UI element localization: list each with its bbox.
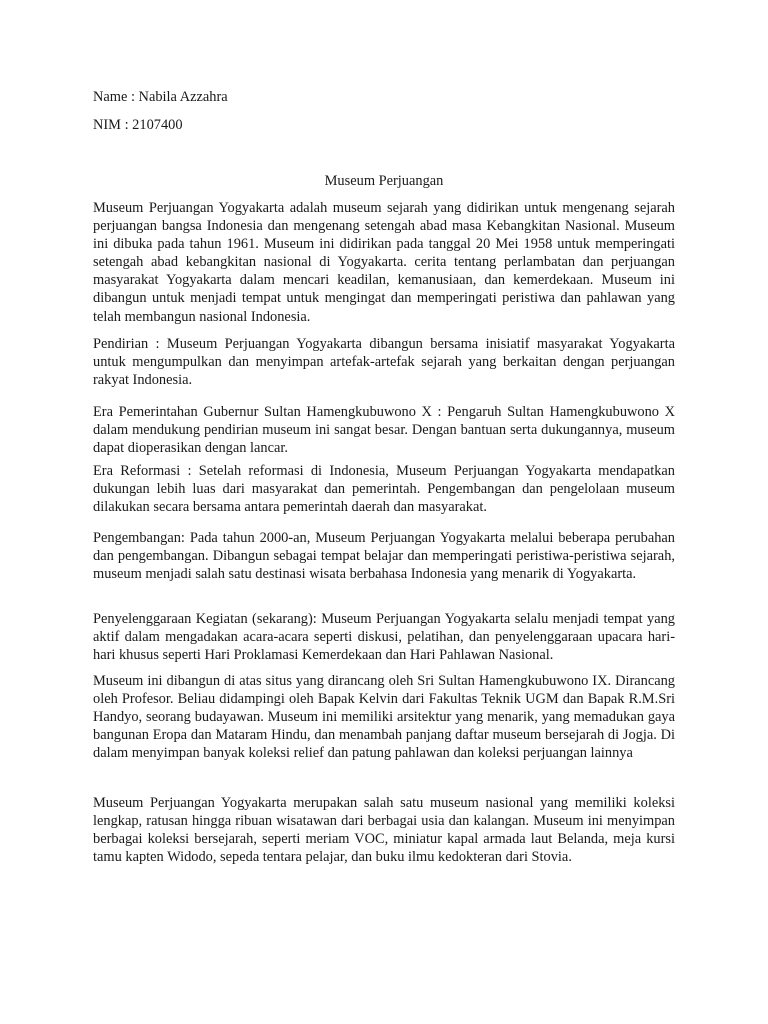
paragraph-pendirian: Pendirian : Museum Perjuangan Yogyakarta dibangun bersama inisiatif masyarakat Yogyakarta untuk mengumpulkan dan menyimpan artefak-artefak sejarah yang berkaitan dengan perjuangan rakyat Indonesia. (93, 336, 675, 389)
student-name: Name : Nabila Azzahra (93, 89, 228, 105)
paragraph-pengembangan: Pengembangan: Pada tahun 2000-an, Museum Perjuangan Yogyakarta melalui beberapa perubahan dan pengembangan. Dibangun sebagai tempat belajar dan memperingati peristiwa-peristiwa sejarah, museum menjadi salah satu destinasi wisata berbahasa Indonesia yang menarik di Yogyakarta. (93, 530, 675, 583)
document-title: Museum Perjuangan (324, 173, 444, 189)
student-nim: NIM : 2107400 (93, 117, 183, 133)
paragraph-koleksi: Museum Perjuangan Yogyakarta merupakan salah satu museum nasional yang memiliki koleksi lengkap, ratusan hingga ribuan wisatawan dari berbagai usia dan kalangan. Museum ini menyimpan berbagai koleksi bersejarah, seperti meriam VOC, miniatur kapal armada laut Belanda, meja kursi tamu kapten Widodo, sepeda tentara pelajar, dan buku ilmu kedokteran dari Stovia. (93, 795, 675, 866)
paragraph-intro: Museum Perjuangan Yogyakarta adalah museum sejarah yang didirikan untuk mengenang sejarah perjuangan bangsa Indonesia dan mengenang setengah abad masa Kebangkitan Nasional. Museum ini dibuka pada tahun 1961. Museum ini didirikan pada tanggal 20 Mei 1958 untuk memperingati setengah abad kebangkitan nasional di Yogyakarta. cerita tentang perlambatan dan perjuangan masyarakat Yogyakarta dalam mencari keadilan, kemanusiaan, dan kemerdekaan. Museum ini dibangun untuk menjadi tempat untuk mengingat dan memperingati peristiwa dan pahlawan yang telah membangun nasional Indonesia. (93, 200, 675, 325)
paragraph-kegiatan: Penyelenggaraan Kegiatan (sekarang): Museum Perjuangan Yogyakarta selalu menjadi tempat yang aktif dalam mengadakan acara-acara seperti diskusi, pelatihan, dan penyelenggaraan upacara hari-hari khusus seperti Hari Proklamasi Kemerdekaan dan Hari Pahlawan Nasional. (93, 611, 675, 664)
paragraph-era-sultan: Era Pemerintahan Gubernur Sultan Hamengkubuwono X : Pengaruh Sultan Hamengkubuwono X dalam mendukung pendirian museum ini sangat besar. Dengan bantuan serta dukungannya, museum dapat dioperasikan dengan lancar. (93, 404, 675, 457)
paragraph-era-reformasi: Era Reformasi : Setelah reformasi di Indonesia, Museum Perjuangan Yogyakarta mendapatkan dukungan lebih luas dari masyarakat dan pemerintah. Pengembangan dan pengelolaan museum dilakukan secara bersama antara pemerintah daerah dan masyarakat. (93, 463, 675, 516)
paragraph-arsitektur: Museum ini dibangun di atas situs yang dirancang oleh Sri Sultan Hamengkubuwono IX. Dirancang oleh Profesor. Beliau didampingi oleh Bapak Kelvin dari Fakultas Teknik UGM dan Bapak R.M.Sri Handyo, seorang budayawan. Museum ini memiliki arsitektur yang menarik, yang memadukan gaya bangunan Eropa dan Mataram Hindu, dan menambah panjang daftar museum bersejarah di Jogja. Di dalam menyimpan banyak koleksi relief dan patung pahlawan dan koleksi perjuangan lainnya (93, 673, 675, 762)
